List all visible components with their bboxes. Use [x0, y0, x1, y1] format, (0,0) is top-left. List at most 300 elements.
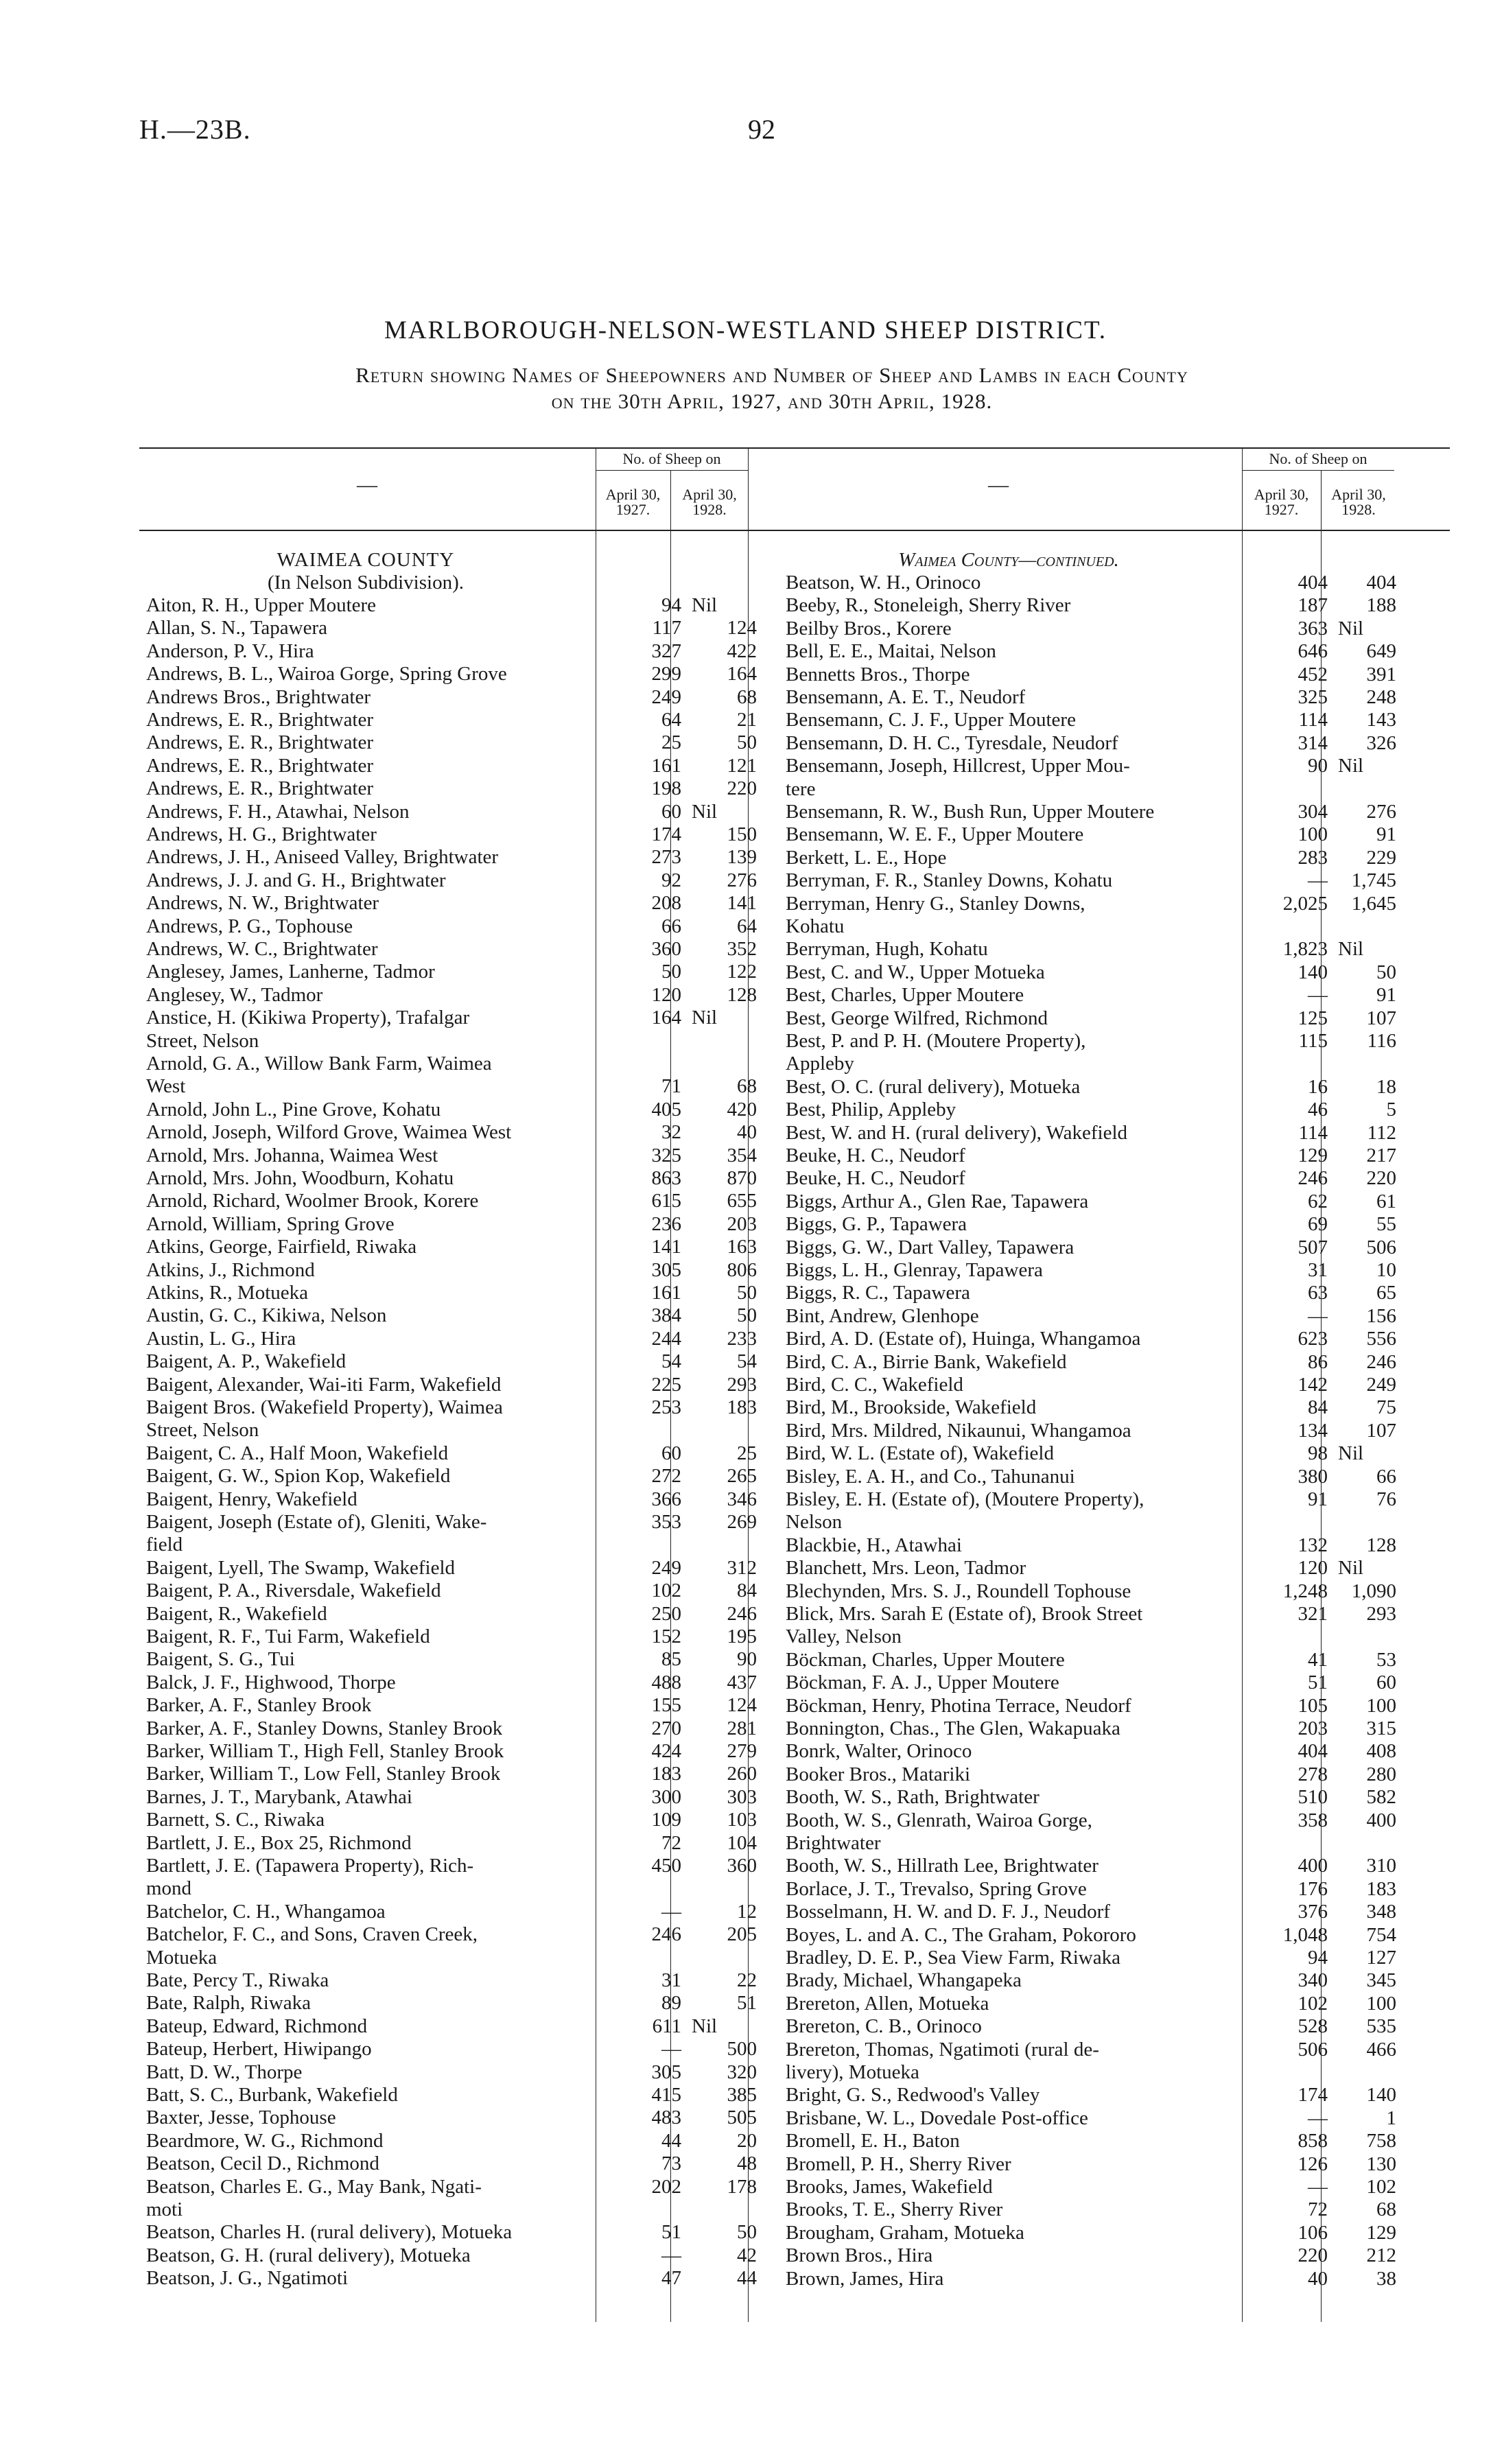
sheep-1928: 437: [727, 1671, 757, 1693]
owner-name: Andrews, E. R., Brightwater: [146, 754, 374, 777]
owner-name: Andrews, H. G., Brightwater: [146, 823, 377, 845]
owner-name: Baxter, Jesse, Tophouse: [146, 2107, 336, 2129]
sheep-1927: 31: [661, 1969, 681, 1991]
sheep-1927: 134: [1298, 1419, 1328, 1442]
sheep-1927: 114: [1298, 1121, 1328, 1144]
sheep-1927: —: [1308, 984, 1328, 1007]
owner-name: Baigent, R., Wakefield: [146, 1602, 327, 1625]
sheep-1927: 51: [661, 2221, 681, 2244]
sheep-1928: Nil: [692, 1007, 718, 1029]
sheep-1927: 246: [1298, 1167, 1328, 1190]
right-group-header: No. of Sheep on: [1269, 450, 1367, 467]
sheep-1928: 21: [737, 709, 757, 731]
sheep-1928: 183: [727, 1396, 757, 1418]
sheep-1927: 314: [1298, 731, 1328, 754]
sheep-1928: 128: [1366, 1534, 1396, 1556]
sheep-1928: 556: [1366, 1328, 1396, 1350]
sheep-1927: 358: [1298, 1809, 1328, 1831]
owner-name: Best, Philip, Appleby: [786, 1099, 956, 1121]
owner-name: Bateup, Edward, Richmond: [146, 2015, 368, 2037]
owner-name: Barnes, J. T., Marybank, Atawhai: [146, 1785, 412, 1808]
owner-name: Andrews, F. H., Atawhai, Nelson: [146, 800, 410, 823]
owner-name: Best, O. C. (rural delivery), Motueka: [786, 1075, 1081, 1098]
sheep-1927: 1,823: [1282, 938, 1328, 961]
owner-name: Best, W. and H. (rural delivery), Wakefield: [786, 1121, 1128, 1144]
sheep-1927: 73: [661, 2152, 681, 2175]
sheep-1928: 229: [1366, 846, 1396, 869]
sheep-1928: 76: [1376, 1488, 1396, 1510]
owner-name: Andrews, J. J. and G. H., Brightwater: [146, 869, 446, 891]
owner-name: Baigent, G. W., Spion Kop, Wakefield: [146, 1465, 451, 1488]
sheep-1928: 141: [727, 892, 757, 915]
owner-name: Barnett, S. C., Riwaka: [146, 1809, 325, 1831]
sheep-1928: 400: [1366, 1809, 1396, 1831]
owner-name: Atkins, George, Fairfield, Riwaka: [146, 1236, 417, 1258]
sheep-1928: 65: [1376, 1282, 1396, 1304]
sheep-1927: 305: [651, 2061, 681, 2083]
sheep-1928: Nil: [692, 2015, 718, 2037]
owner-name: Allan, S. N., Tapawera: [146, 617, 328, 640]
sheep-1927: 50: [661, 961, 681, 983]
sheep-1927: 2,025: [1282, 892, 1328, 915]
owner-name: Brereton, C. B., Orinoco: [786, 2015, 982, 2038]
owner-name: Andrews, B. L., Wairoa Gorge, Spring Grove: [146, 663, 507, 685]
subtitle-line-2: on the 30th April, 1927, and 30th April, 1928.: [551, 389, 993, 413]
sheep-1928: 61: [1376, 1190, 1396, 1212]
owner-name: Biggs, Arthur A., Glen Rae, Tapawera: [786, 1190, 1089, 1212]
owner-name: Bartlett, J. E. (Tapawera Property), Rich-: [146, 1855, 474, 1877]
sheep-1928: 500: [727, 2038, 757, 2061]
sheep-1927: 250: [651, 1602, 681, 1625]
sheep-1927: 299: [651, 663, 681, 685]
sheep-1928: 582: [1366, 1786, 1396, 1809]
left-col-1927: April 30, 1927.: [605, 486, 661, 518]
sheep-1928: 127: [1366, 1947, 1396, 1969]
owner-name: Bensemann, D. H. C., Tyresdale, Neudorf: [786, 731, 1118, 754]
owner-name: Andrews, E. R., Brightwater: [146, 731, 374, 754]
sheep-1928: 269: [727, 1511, 757, 1533]
owner-name: Bell, E. E., Maitai, Nelson: [786, 640, 996, 663]
sheep-1928: 91: [1376, 823, 1396, 846]
sheep-1927: 25: [661, 731, 681, 754]
sheep-1927: 84: [1308, 1396, 1328, 1419]
owner-name: Anglesey, W., Tadmor: [146, 983, 323, 1006]
sheep-1928: 68: [1376, 2198, 1396, 2221]
owner-name: Böckman, Henry, Photina Terrace, Neudorf: [786, 1694, 1131, 1717]
sheep-1928: 102: [1366, 2176, 1396, 2198]
sheep-1928: 649: [1366, 640, 1396, 663]
sheep-1927: 249: [651, 1556, 681, 1579]
sheep-1928: 352: [727, 938, 757, 960]
sheep-1927: 507: [1298, 1236, 1328, 1258]
sheep-1927: 483: [651, 2107, 681, 2129]
sheep-1927: 220: [1298, 2244, 1328, 2267]
sheep-1928: 12: [737, 1900, 757, 1923]
owner-name: Bird, W. L. (Estate of), Wakefield: [786, 1442, 1054, 1465]
sheep-1927: 94: [661, 594, 681, 616]
sheep-1927: 404: [1298, 572, 1328, 594]
sheep-1927: 305: [651, 1258, 681, 1281]
sheep-1927: 366: [651, 1488, 681, 1510]
sheep-1928: 103: [727, 1809, 757, 1831]
owner-name: Barker, A. F., Stanley Brook: [146, 1694, 372, 1717]
sheep-1928: 50: [737, 2221, 757, 2244]
owner-name: Baigent Bros. (Wakefield Property), Waimea: [146, 1396, 503, 1418]
sheep-1927: 363: [1298, 617, 1328, 640]
sheep-1928: 124: [727, 1694, 757, 1717]
sheep-1927: 376: [1298, 1901, 1328, 1923]
owner-name: Arnold, G. A., Willow Bank Farm, Waimea: [146, 1053, 492, 1075]
sheep-1928: 150: [727, 823, 757, 845]
sheep-1927: 105: [1298, 1694, 1328, 1717]
sheep-1927: 452: [1298, 663, 1328, 685]
sheep-1927: 646: [1298, 640, 1328, 663]
owner-name: Appleby: [786, 1053, 854, 1075]
sheep-1928: 129: [1366, 2221, 1396, 2244]
sheep-1927: 40: [1308, 2267, 1328, 2290]
sheep-1927: 183: [651, 1763, 681, 1785]
owner-name: Andrews Bros., Brightwater: [146, 685, 371, 708]
sheep-1927: 91: [1308, 1488, 1328, 1510]
owner-name: Bartlett, J. E., Box 25, Richmond: [146, 1831, 412, 1854]
owner-name: Bisley, E. H. (Estate of), (Moutere Property),: [786, 1488, 1144, 1510]
owner-name: Brown, James, Hira: [786, 2267, 944, 2290]
owner-name: Bosselmann, H. W. and D. F. J., Neudorf: [786, 1901, 1110, 1923]
owner-name: Andrews, E. R., Brightwater: [146, 709, 374, 731]
owner-name: Biggs, G. P., Tapawera: [786, 1213, 967, 1236]
sheep-1927: 272: [651, 1465, 681, 1488]
owner-name: Austin, G. C., Kikiwa, Nelson: [146, 1304, 387, 1327]
owner-name: Bonrk, Walter, Orinoco: [786, 1740, 972, 1763]
sheep-1928: 100: [1366, 1694, 1396, 1717]
sheep-1927: 125: [1298, 1007, 1328, 1029]
sheep-1927: 72: [1308, 2198, 1328, 2221]
owner-name: Berryman, F. R., Stanley Downs, Kohatu: [786, 869, 1113, 892]
owner-name: Kohatu: [786, 915, 845, 937]
owner-name: Bright, G. S., Redwood's Valley: [786, 2084, 1040, 2107]
owner-name: Barker, A. F., Stanley Downs, Stanley Brook: [146, 1717, 503, 1739]
sheep-1928: Nil: [692, 594, 718, 616]
sheep-1927: 86: [1308, 1350, 1328, 1373]
sheep-1928: 233: [727, 1327, 757, 1350]
owner-name: Baigent, A. P., Wakefield: [146, 1350, 347, 1373]
sheep-1928: 128: [727, 983, 757, 1006]
sheep-1928: 276: [1366, 801, 1396, 823]
owner-name: Bensemann, A. E. T., Neudorf: [786, 686, 1026, 708]
owner-name: Aiton, R. H., Upper Moutere: [146, 594, 377, 616]
sheep-1927: 47: [661, 2267, 681, 2290]
sheep-1928: 107: [1366, 1419, 1396, 1442]
owner-name: Bisley, E. A. H., and Co., Tahunanui: [786, 1465, 1075, 1488]
sheep-1927: 1,248: [1282, 1580, 1328, 1602]
owner-name: Boyes, L. and A. C., The Graham, Pokororo: [786, 1923, 1136, 1946]
sheep-1928: 121: [727, 754, 757, 777]
sheep-1928: 506: [1366, 1236, 1396, 1258]
sheep-1928: 48: [737, 2152, 757, 2175]
owner-name: Beardmore, W. G., Richmond: [146, 2129, 384, 2152]
sheep-1927: 85: [661, 1648, 681, 1671]
sheep-1928: 754: [1366, 1923, 1396, 1946]
sheep-1928: 217: [1366, 1145, 1396, 1166]
owner-name: Baigent, S. G., Tui: [146, 1648, 295, 1671]
sheep-1928: 326: [1366, 731, 1396, 754]
table-top-rule: [139, 447, 1450, 449]
left-section-subtitle: (In Nelson Subdivision).: [268, 572, 464, 594]
sheep-1927: 109: [651, 1809, 681, 1831]
sheep-1928: 310: [1366, 1855, 1396, 1877]
right-section-title: Waimea County—continued.: [898, 549, 1119, 571]
owner-name: Booker Bros., Matariki: [786, 1763, 971, 1785]
owner-name: Bensemann, Joseph, Hillcrest, Upper Mou-: [786, 755, 1130, 777]
sheep-1928: 100: [1366, 1992, 1396, 2015]
sheep-1928: 164: [727, 663, 757, 685]
owner-name: field: [146, 1534, 183, 1556]
sheep-1928: 68: [737, 685, 757, 708]
left-group-header: No. of Sheep on: [622, 450, 721, 467]
sheep-1928: 55: [1376, 1213, 1396, 1236]
sheep-1927: 236: [651, 1212, 681, 1235]
sheep-1928: 18: [1376, 1075, 1396, 1098]
group-underline-left: [596, 470, 748, 471]
sheep-1927: —: [1308, 2107, 1328, 2129]
owner-name: Baigent, R. F., Tui Farm, Wakefield: [146, 1626, 430, 1647]
sheep-1927: 72: [661, 1831, 681, 1854]
sheep-1927: 202: [651, 2175, 681, 2198]
owner-name: Austin, L. G., Hira: [146, 1327, 296, 1350]
owner-name: Beatson, Charles H. (rural delivery), Motueka: [146, 2221, 513, 2244]
sheep-1927: 353: [651, 1511, 681, 1533]
owner-name: Beatson, W. H., Orinoco: [786, 572, 981, 594]
owner-name: Beatson, J. G., Ngatimoti: [146, 2267, 349, 2290]
sheep-1927: 155: [651, 1694, 681, 1717]
sheep-1928: 140: [1366, 2084, 1396, 2107]
owner-name: Anglesey, James, Lanherne, Tadmor: [146, 961, 435, 983]
sheep-1927: 174: [1298, 2084, 1328, 2107]
sheep-1927: 615: [651, 1190, 681, 1212]
sheep-1928: 10: [1376, 1259, 1396, 1281]
right-col-1927: April 30, 1927.: [1254, 486, 1309, 518]
sheep-1928: 260: [727, 1763, 757, 1785]
owner-name: West: [146, 1075, 186, 1098]
owner-name: Nelson: [786, 1511, 843, 1534]
sheep-1927: 360: [651, 938, 681, 960]
sheep-1927: 46: [1308, 1099, 1328, 1121]
owner-name: Berkett, L. E., Hope: [786, 846, 947, 869]
owner-name: Brown Bros., Hira: [786, 2244, 933, 2267]
left-col-1928: April 30, 1928.: [682, 486, 737, 518]
sheep-1928: 246: [1366, 1350, 1396, 1373]
sheep-1928: 354: [727, 1144, 757, 1166]
owner-name: Baigent, P. A., Riversdale, Wakefield: [146, 1580, 441, 1602]
owner-name: Barker, William T., Low Fell, Stanley Brook: [146, 1763, 501, 1785]
sheep-1928: 139: [727, 846, 757, 869]
owner-name: Arnold, Richard, Woolmer Brook, Korere: [146, 1190, 479, 1212]
owner-name: Andrews, W. C., Brightwater: [146, 938, 378, 960]
sheep-1927: —: [661, 2244, 681, 2266]
sheep-1927: 249: [651, 685, 681, 708]
owner-name: Beatson, Cecil D., Richmond: [146, 2152, 379, 2175]
sheep-1928: 1,645: [1351, 892, 1396, 915]
sheep-1928: 281: [727, 1717, 757, 1739]
sheep-1928: 249: [1366, 1374, 1396, 1396]
right-name-header: —: [988, 473, 1009, 496]
sheep-1927: 198: [651, 777, 681, 800]
sheep-1928: 265: [727, 1465, 757, 1488]
owner-name: Böckman, Charles, Upper Moutere: [786, 1648, 1065, 1671]
sheep-1928: 124: [727, 617, 757, 640]
owner-name: Böckman, F. A. J., Upper Moutere: [786, 1671, 1059, 1694]
sheep-1927: 140: [1298, 961, 1328, 983]
sheep-1927: 63: [1308, 1282, 1328, 1304]
sheep-1927: 327: [651, 640, 681, 662]
owner-name: Bird, A. D. (Estate of), Huinga, Whangamoa: [786, 1328, 1141, 1350]
sheep-1927: 321: [1298, 1603, 1328, 1625]
sheep-1927: 623: [1298, 1328, 1328, 1350]
sheep-1928: 348: [1366, 1901, 1396, 1923]
owner-name: Beuke, H. C., Neudorf: [786, 1145, 965, 1166]
sheep-1928: 50: [737, 731, 757, 754]
sheep-1927: 225: [651, 1373, 681, 1396]
owner-name: Best, Charles, Upper Moutere: [786, 984, 1024, 1007]
owner-name: Bennetts Bros., Thorpe: [786, 663, 970, 685]
sheep-1927: 60: [661, 800, 681, 823]
sheep-1928: 279: [727, 1740, 757, 1762]
sheep-1927: 117: [652, 617, 681, 640]
page-subtitle: [137, 362, 1407, 414]
sheep-1927: 66: [661, 915, 681, 937]
owner-name: Brereton, Allen, Motueka: [786, 1992, 989, 2015]
owner-name: Arnold, Mrs. John, Woodburn, Kohatu: [146, 1167, 454, 1189]
owner-name: Baigent, Alexander, Wai-iti Farm, Wakefield: [146, 1373, 502, 1396]
sheep-1927: 304: [1298, 801, 1328, 823]
sheep-1927: 90: [1308, 755, 1328, 777]
sheep-1928: 246: [727, 1602, 757, 1625]
sheep-1927: 278: [1298, 1763, 1328, 1785]
sheep-1928: 50: [737, 1304, 757, 1327]
sheep-1928: 51: [737, 1992, 757, 2015]
page-title: MARLBOROUGH-NELSON-WESTLAND SHEEP DISTRICT.: [384, 316, 1107, 344]
owner-name: Bird, C. C., Wakefield: [786, 1374, 963, 1396]
sheep-1928: 203: [727, 1212, 757, 1235]
owner-name: Balck, J. F., Highwood, Thorpe: [146, 1671, 396, 1693]
sheep-1928: 183: [1366, 1877, 1396, 1900]
sheep-1927: 384: [651, 1304, 681, 1327]
owner-name: Bensemann, R. W., Bush Run, Upper Moutere: [786, 801, 1155, 823]
owner-name: Bateup, Herbert, Hiwipango: [146, 2038, 372, 2061]
sheep-1928: 655: [727, 1190, 757, 1212]
group-underline-right: [1242, 470, 1394, 471]
owner-name: Borlace, J. T., Trevalso, Spring Grove: [786, 1877, 1087, 1900]
sheep-1928: 130: [1366, 2152, 1396, 2175]
sheep-1927: —: [1308, 1304, 1328, 1327]
sheep-1928: 44: [737, 2267, 757, 2290]
sheep-1927: 510: [1298, 1786, 1328, 1809]
sheep-1927: 863: [651, 1167, 681, 1189]
owner-name: Street, Nelson: [146, 1029, 259, 1052]
owner-name: Beeby, R., Stoneleigh, Sherry River: [786, 594, 1071, 617]
sheep-1927: 300: [651, 1785, 681, 1808]
sheep-1928: 408: [1366, 1740, 1396, 1763]
owner-name: mond: [146, 1877, 192, 1900]
owner-name: Bensemann, C. J. F., Upper Moutere: [786, 709, 1076, 731]
sheep-1928: 315: [1366, 1717, 1396, 1739]
sheep-1928: 50: [1376, 961, 1396, 983]
sheep-1928: 422: [727, 640, 757, 662]
sheep-1927: 141: [651, 1236, 681, 1258]
sheep-1927: 115: [1298, 1030, 1328, 1052]
sheep-1928: 280: [1366, 1763, 1396, 1785]
sheep-1927: 92: [661, 869, 681, 891]
sheep-1927: 51: [1308, 1671, 1328, 1694]
sheep-1928: 535: [1366, 2015, 1396, 2038]
sheep-1928: 212: [1366, 2244, 1396, 2267]
owner-name: Brooks, James, Wakefield: [786, 2176, 993, 2198]
sheep-1928: 25: [737, 1442, 757, 1464]
sheep-1928: 122: [727, 961, 757, 983]
sheep-1927: 31: [1308, 1259, 1328, 1281]
owner-name: Arnold, Mrs. Johanna, Waimea West: [146, 1144, 438, 1166]
sheep-1928: 84: [737, 1580, 757, 1602]
sheep-1927: 325: [651, 1144, 681, 1166]
sheep-1928: 75: [1376, 1396, 1396, 1419]
owner-name: Batchelor, F. C., and Sons, Craven Creek,: [146, 1923, 478, 1946]
owner-name: livery), Motueka: [786, 2061, 919, 2083]
sheep-1928: 68: [737, 1075, 757, 1098]
owner-name: Best, P. and P. H. (Moutere Property),: [786, 1030, 1086, 1052]
sheep-1927: 415: [651, 2084, 681, 2106]
sheep-1927: 69: [1308, 1213, 1328, 1236]
owner-name: Biggs, G. W., Dart Valley, Tapawera: [786, 1236, 1075, 1258]
owner-name: Bradley, D. E. P., Sea View Farm, Riwaka: [786, 1947, 1120, 1969]
sheep-1927: 340: [1298, 1969, 1328, 1992]
owner-name: Valley, Nelson: [786, 1626, 902, 1648]
owner-name: Brooks, T. E., Sherry River: [786, 2198, 1003, 2221]
sheep-1927: 100: [1298, 823, 1328, 846]
owner-name: Anderson, P. V., Hira: [146, 640, 314, 662]
sheep-1928: Nil: [1338, 617, 1364, 640]
sheep-1928: Nil: [1338, 1442, 1364, 1465]
owner-name: Motueka: [146, 1946, 218, 1969]
owner-name: Andrews, P. G., Tophouse: [146, 915, 353, 937]
owner-name: Street, Nelson: [146, 1419, 259, 1442]
owner-name: Bensemann, W. E. F., Upper Moutere: [786, 823, 1084, 846]
owner-name: Batt, S. C., Burbank, Wakefield: [146, 2084, 398, 2106]
owner-name: Bird, Mrs. Mildred, Nikaunui, Whangamoa: [786, 1419, 1131, 1442]
sheep-1928: 220: [1366, 1167, 1396, 1190]
sheep-1927: 253: [651, 1396, 681, 1418]
sheep-1927: 187: [1298, 594, 1328, 617]
right-col-1928: April 30, 1928.: [1331, 486, 1386, 518]
owner-name: Arnold, Joseph, Wilford Grove, Waimea West: [146, 1121, 512, 1144]
owner-name: Barker, William T., High Fell, Stanley Brook: [146, 1740, 504, 1762]
owner-name: Brisbane, W. L., Dovedale Post-office: [786, 2107, 1088, 2129]
sheep-1927: —: [661, 2038, 681, 2061]
owner-name: Berryman, Henry G., Stanley Downs,: [786, 892, 1085, 915]
sheep-1927: 161: [651, 754, 681, 777]
sheep-1927: 41: [1308, 1648, 1328, 1671]
sheep-1928: 1: [1386, 2107, 1396, 2129]
sheep-1927: —: [661, 1900, 681, 1923]
sheep-1927: 203: [1298, 1717, 1328, 1739]
sheep-1928: 112: [1367, 1121, 1396, 1144]
sheep-1927: 102: [651, 1580, 681, 1602]
owner-name: Berryman, Hugh, Kohatu: [786, 938, 988, 961]
owner-name: Booth, W. S., Glenrath, Wairoa Gorge,: [786, 1809, 1092, 1831]
owner-name: tere: [786, 777, 816, 800]
sheep-1928: 293: [727, 1373, 757, 1396]
sheep-1928: 42: [737, 2244, 757, 2266]
owner-name: Baigent, Henry, Wakefield: [146, 1488, 357, 1510]
